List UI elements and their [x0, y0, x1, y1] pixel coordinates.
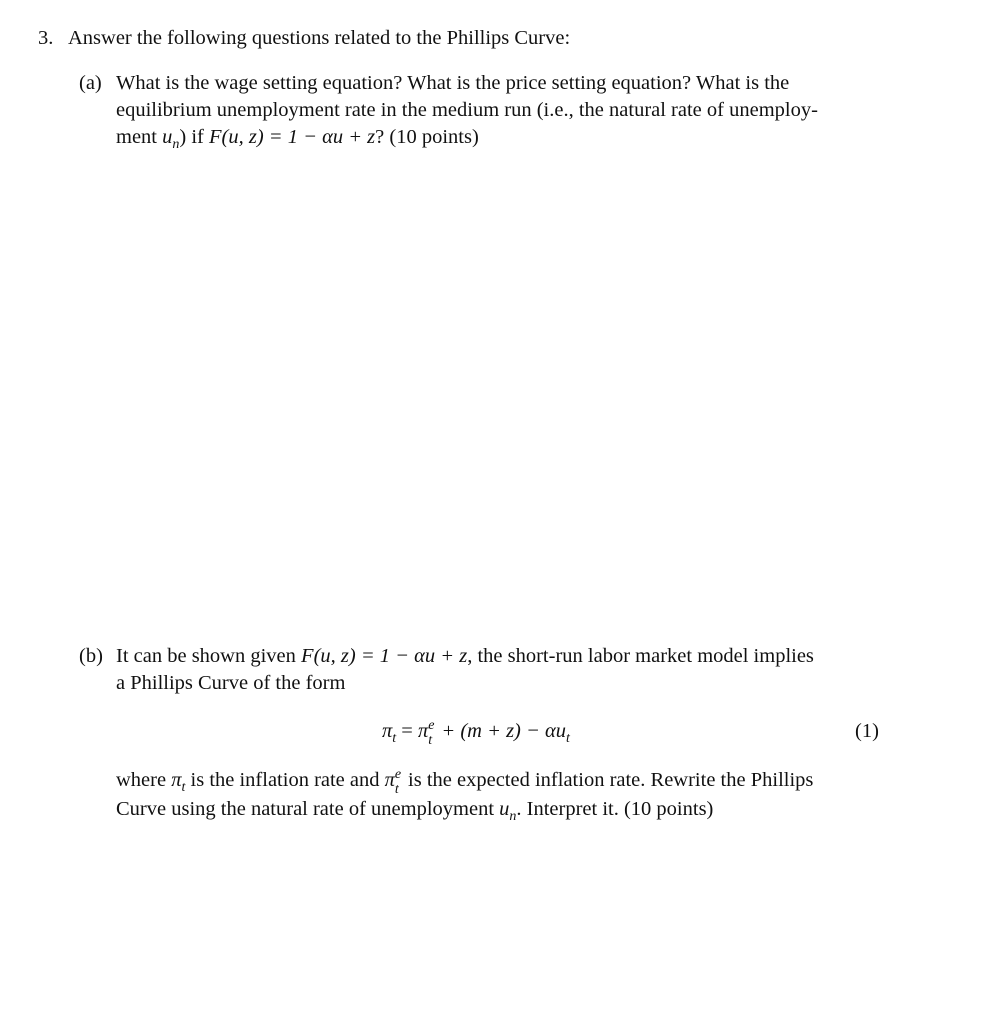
part-b-after-line-1 — [116, 767, 886, 796]
question-number: 3. — [38, 27, 54, 49]
part-b-label: (b) — [79, 645, 103, 667]
expected-subscript: t — [428, 733, 433, 749]
inflation-symbol: π — [382, 720, 393, 742]
part-a-line-2: equilibrium unemployment rate in the medium run (i.e., the natural rate of unemploy- — [116, 99, 818, 121]
expected-subscript: t — [394, 782, 399, 798]
equation-middle: + (m + z) − αu — [436, 720, 566, 742]
natural-rate-variable: u — [162, 126, 173, 148]
part-b-after-line-2 — [116, 796, 886, 825]
equation-number: (1) — [855, 720, 879, 742]
question-title: Answer the following questions related to the Phillips Curve: — [68, 27, 571, 49]
expected-superscript: e — [428, 718, 435, 734]
after1-mid: is the inflation rate and — [185, 769, 385, 791]
equals-sign: = — [396, 720, 418, 742]
expected-inflation-scripts — [394, 767, 403, 798]
part-a-line-3 — [116, 124, 886, 153]
natural-rate-variable: u — [499, 798, 510, 820]
natural-rate-subscript: n — [509, 809, 517, 824]
part-b-text — [116, 643, 886, 697]
part-a-label: (a) — [79, 72, 102, 94]
inflation-subscript: t — [392, 731, 397, 746]
part-b-instructions — [116, 767, 886, 825]
function-name: F — [301, 645, 314, 667]
expected-inflation-symbol: π — [417, 720, 429, 742]
unemployment-subscript: t — [565, 731, 570, 746]
phillips-curve-equation — [382, 718, 570, 747]
expected-inflation-symbol: π — [384, 769, 395, 791]
after1-post: is the expected inflation rate. Rewrite the Phillips — [402, 769, 814, 791]
function-name: F — [208, 126, 222, 148]
after2-post: . Interpret it. (10 points) — [516, 798, 714, 820]
function-args: (u, z) — [221, 126, 264, 148]
part-b-line-1 — [116, 643, 886, 670]
inflation-subscript: t — [181, 780, 186, 795]
function-args: (u, z) — [313, 645, 356, 667]
after1-pre: where — [116, 769, 172, 791]
expected-inflation-scripts — [428, 718, 436, 749]
part-a-if: ) if — [179, 126, 209, 148]
inflation-symbol: π — [171, 769, 182, 791]
function-rhs: = 1 − αu + z — [355, 645, 468, 667]
part-a-text — [116, 70, 886, 153]
part-b-line-2: a Phillips Curve of the form — [116, 672, 346, 694]
part-b-line-1-pre: It can be shown given — [116, 645, 302, 667]
function-rhs: = 1 − αu + z — [263, 126, 376, 148]
natural-rate-subscript: n — [172, 137, 180, 152]
part-a-line-3-pre: ment — [116, 126, 163, 148]
part-a-line-1: What is the wage setting equation? What is the price setting equation? What is the — [116, 72, 790, 94]
part-b-line-1-post: , the short-run labor market model implies — [467, 645, 814, 667]
after2-pre: Curve using the natural rate of unemployment — [116, 798, 500, 820]
part-a-points: ? (10 points) — [375, 126, 479, 148]
expected-superscript: e — [394, 767, 402, 783]
